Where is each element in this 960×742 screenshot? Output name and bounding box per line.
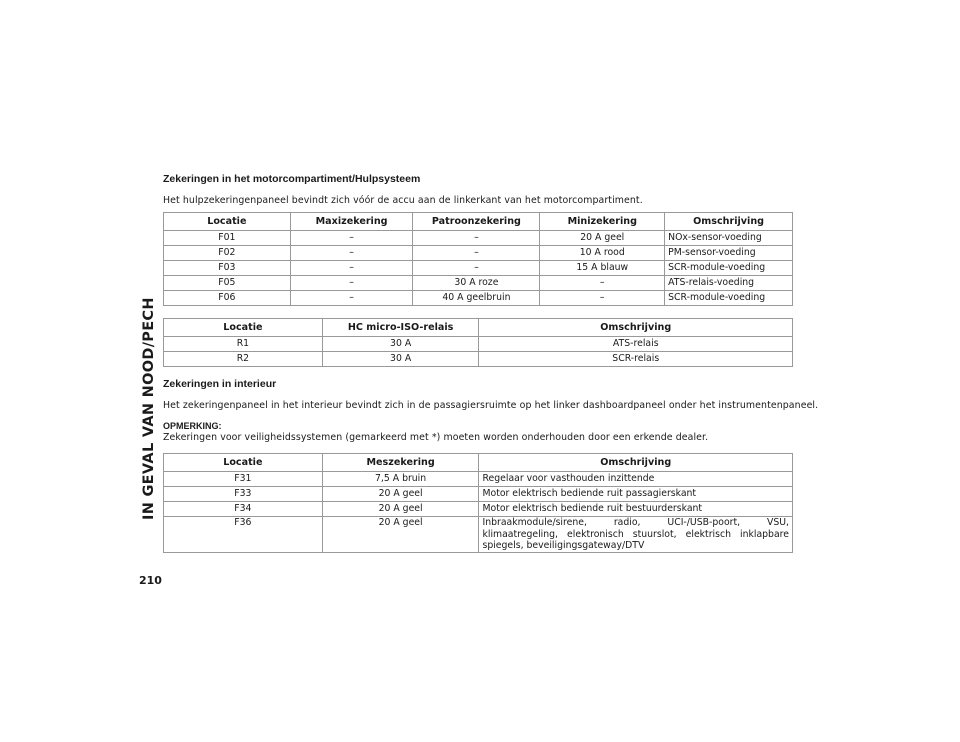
cell: F01 <box>164 231 291 246</box>
table-row <box>164 291 793 306</box>
cell: 30 A <box>322 352 479 367</box>
col-header: Locatie <box>164 213 291 231</box>
cell: F06 <box>164 291 291 306</box>
col-header: Omschrijving <box>479 454 793 472</box>
cell: F33 <box>164 487 323 502</box>
table-row <box>164 231 793 246</box>
table-row <box>164 352 793 367</box>
cell: – <box>540 276 665 291</box>
cell: Motor elektrisch bediende ruit bestuurderskant <box>479 502 793 517</box>
cell: 15 A blauw <box>540 261 665 276</box>
table-row <box>164 502 793 517</box>
col-header: Maxizekering <box>290 213 413 231</box>
table-row <box>164 487 793 502</box>
cell: F03 <box>164 261 291 276</box>
note-label: OPMERKING: <box>163 421 222 431</box>
table-header-row <box>164 454 793 472</box>
section2-text: Het zekeringenpaneel in het interieur bevindt zich in de passagiersruimte op het linker dashboardpaneel onder het instrumentenpaneel. <box>163 400 819 411</box>
cell: F36 <box>164 517 323 553</box>
cell: – <box>290 261 413 276</box>
cell: 20 A geel <box>322 517 479 553</box>
cell: 20 A geel <box>322 502 479 517</box>
cell: SCR-module-voeding <box>665 291 793 306</box>
cell: 40 A geelbruin <box>413 291 540 306</box>
table-row <box>164 276 793 291</box>
section-side-tab <box>139 160 159 560</box>
cell: F31 <box>164 472 323 487</box>
section1-heading: Zekeringen in het motorcompartiment/Hulpsysteem <box>163 173 421 185</box>
cell: R2 <box>164 352 323 367</box>
cell: 7,5 A bruin <box>322 472 479 487</box>
cell: – <box>290 291 413 306</box>
table-row <box>164 337 793 352</box>
cell: F05 <box>164 276 291 291</box>
cell: – <box>540 291 665 306</box>
col-header: Minizekering <box>540 213 665 231</box>
cell: 30 A roze <box>413 276 540 291</box>
cell: – <box>290 246 413 261</box>
section2-heading: Zekeringen in interieur <box>163 378 277 390</box>
fuse-table-interior <box>163 453 793 553</box>
col-header: Patroonzekering <box>413 213 540 231</box>
relay-table <box>163 318 793 367</box>
cell: – <box>413 246 540 261</box>
col-header: Omschrijving <box>665 213 793 231</box>
cell: Motor elektrisch bediende ruit passagierskant <box>479 487 793 502</box>
section1-text: Het hulpzekeringenpaneel bevindt zich vóór de accu aan de linkerkant van het motorcompartiment. <box>163 195 643 206</box>
table-header-row <box>164 319 793 337</box>
cell: 10 A rood <box>540 246 665 261</box>
cell: – <box>413 231 540 246</box>
cell: – <box>290 276 413 291</box>
cell: ATS-relais-voeding <box>665 276 793 291</box>
cell: 30 A <box>322 337 479 352</box>
cell: 20 A geel <box>540 231 665 246</box>
cell: SCR-module-voeding <box>665 261 793 276</box>
cell: F34 <box>164 502 323 517</box>
col-header: Locatie <box>164 454 323 472</box>
cell: NOx-sensor-voeding <box>665 231 793 246</box>
table-header-row <box>164 213 793 231</box>
cell: – <box>290 231 413 246</box>
page-number: 210 <box>139 574 162 587</box>
cell: F02 <box>164 246 291 261</box>
col-header: Omschrijving <box>479 319 793 337</box>
cell: Inbraakmodule/sirene, radio, UCI-/USB-poort, VSU, klimaatregeling, elektronisch stuurslot, elektrisch inklapbare spiegels, beveiligingsgateway/DTV <box>479 517 793 553</box>
cell: Regelaar voor vasthouden inzittende <box>479 472 793 487</box>
cell: 20 A geel <box>322 487 479 502</box>
col-header: HC micro-ISO-relais <box>322 319 479 337</box>
fuse-table-engine <box>163 212 793 306</box>
cell: ATS-relais <box>479 337 793 352</box>
table-row <box>164 246 793 261</box>
col-header: Meszekering <box>322 454 479 472</box>
cell: – <box>413 261 540 276</box>
cell: PM-sensor-voeding <box>665 246 793 261</box>
side-tab-label: IN GEVAL VAN NOOD/PECH <box>141 297 157 520</box>
cell: R1 <box>164 337 323 352</box>
col-header: Locatie <box>164 319 323 337</box>
table-row <box>164 472 793 487</box>
table-row <box>164 261 793 276</box>
table-row <box>164 517 793 553</box>
cell: SCR-relais <box>479 352 793 367</box>
note-text: Zekeringen voor veiligheidssystemen (gemarkeerd met *) moeten worden onderhouden door een erkende dealer. <box>163 432 709 443</box>
